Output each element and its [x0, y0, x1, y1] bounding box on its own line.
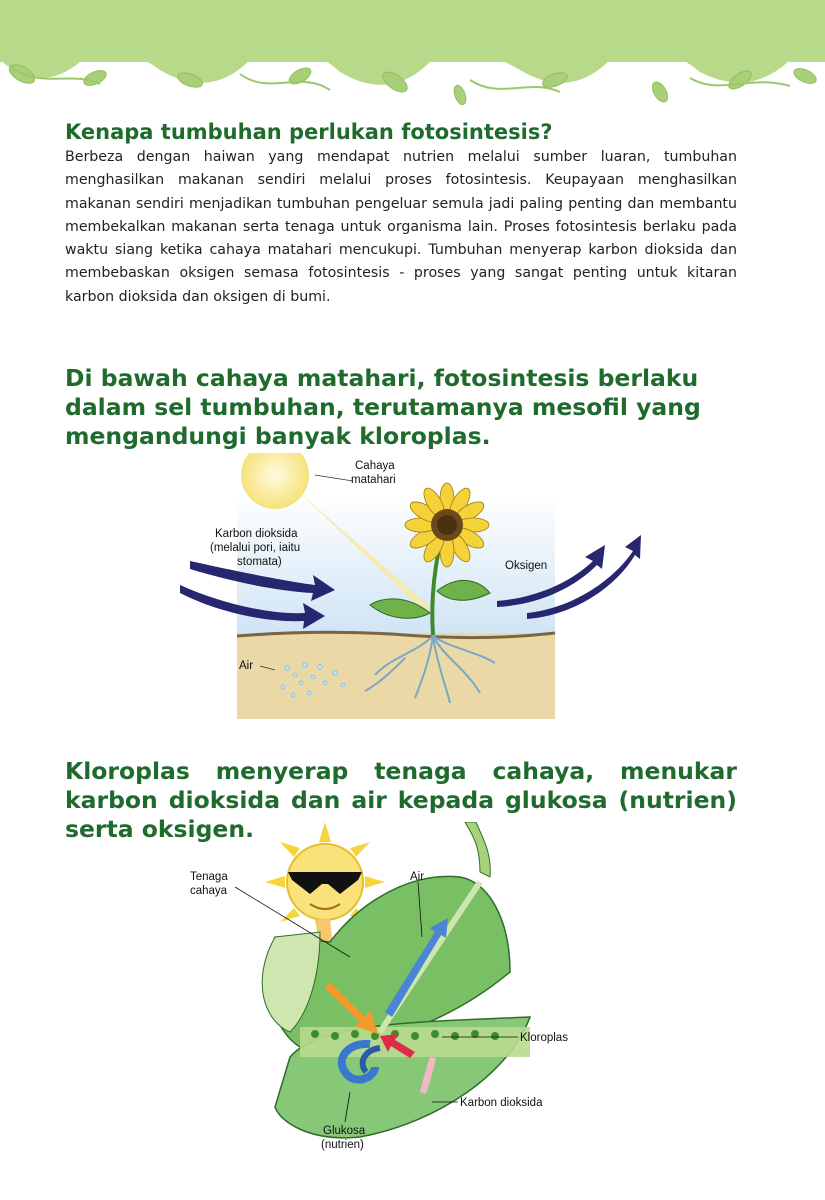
- water-label: Air: [410, 871, 425, 883]
- glucose-label: Glukosa: [323, 1125, 366, 1137]
- plant-photosynthesis-diagram: [175, 453, 645, 723]
- leaf-chloroplast-diagram: [180, 822, 600, 1162]
- section3-heading: Kloroplas menyerap tenaga cahaya, menukar karbon dioksida dan air kepada glukosa (nutrien) serta oksigen.: [65, 757, 737, 843]
- water-label: Air: [239, 660, 254, 672]
- carbon-dioxide-label: Karbon dioksida: [215, 528, 298, 540]
- carbon-dioxide-label-line2: (melalui pori, iaitu: [210, 542, 301, 554]
- carbon-dioxide-label: Karbon dioksida: [460, 1097, 543, 1109]
- intro-section: [65, 116, 737, 309]
- section2-heading: Di bawah cahaya matahari, fotosintesis berlaku dalam sel tumbuhan, terutamanya mesofil yang mengandungi banyak kloroplas.: [65, 364, 701, 450]
- sunlight-label: Cahaya: [355, 460, 395, 472]
- oxygen-label: Oksigen: [505, 560, 548, 572]
- carbon-dioxide-label-line3: stomata): [237, 556, 282, 568]
- light-energy-label-line2: cahaya: [190, 885, 228, 897]
- leaf-banner-decoration: [0, 0, 825, 115]
- chloroplast-label: Kloroplas: [520, 1032, 568, 1044]
- light-energy-label: Tenaga: [190, 871, 228, 883]
- intro-paragraph: Berbeza dengan haiwan yang mendapat nutrien melalui sumber luaran, tumbuhan menghasilkan makanan sendiri melalui proses fotosintesis. Keupayaan menghasilkan makanan sendiri menjadikan tumbuhan pengeluar semula jadi paling penting dan membantu membekalkan makanan serta tenaga untuk organisma lain. Proses fotosintesis berlaku pada waktu siang ketika cahaya matahari mencukupi. Tumbuhan menyerap karbon dioksida dan membebaskan oksigen semasa fotosintesis - proses yang sangat penting untuk kitaran karbon dioksida dan oksigen di bumi.: [65, 149, 737, 305]
- intro-heading: Kenapa tumbuhan perlukan fotosintesis?: [65, 120, 553, 144]
- sunlight-label-line2: matahari: [351, 474, 396, 486]
- glucose-label-line2: (nutrien): [321, 1139, 364, 1151]
